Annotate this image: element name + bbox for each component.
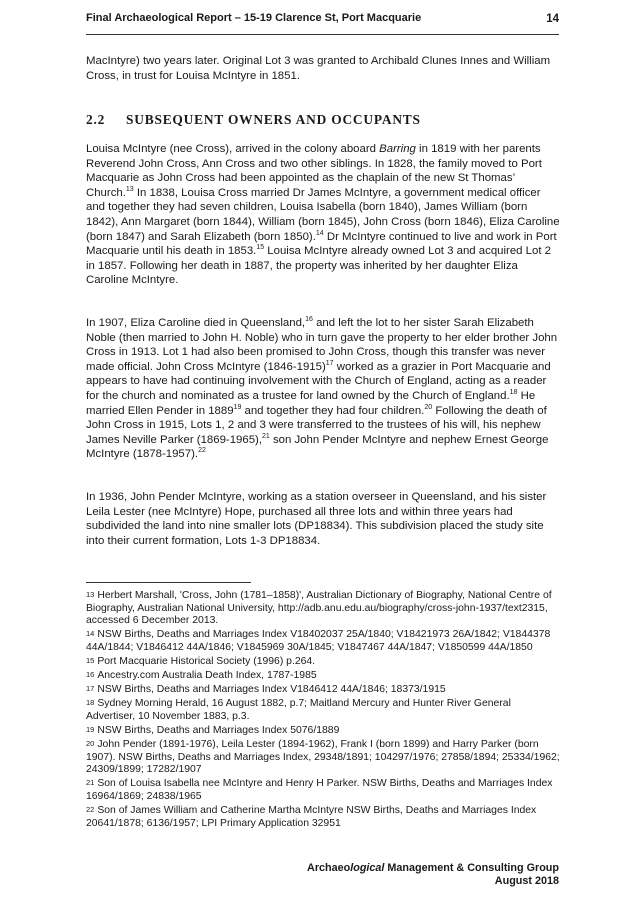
text-run: Louisa McIntyre already owned Lot 3 and acquired Lot 2 in 1857. Following her death in 1887, the property was inherited by her daughter Eliza Caroline McIntyre. bbox=[86, 245, 551, 287]
text-run: son John Pender McIntyre and nephew Ernest George McIntyre (1878-1957). bbox=[86, 433, 549, 461]
footnote-text: Son of Louisa Isabella nee McIntyre and Henry H Parker. NSW Births, Deaths and Marriages Index 16964/1869; 24838/1965 bbox=[86, 778, 553, 802]
text-run: He married Ellen Pender in 1889 bbox=[86, 389, 536, 417]
footnote-ref[interactable]: 16 bbox=[305, 316, 313, 324]
footnote-number: 15 bbox=[86, 655, 95, 665]
footnote-text: Port Macquarie Historical Society (1996) p.264. bbox=[97, 655, 316, 667]
footnote-number: 22 bbox=[86, 805, 95, 814]
paragraph-text: In 1936, John Pender McIntyre, working as a station overseer in Queensland, and his sister Leila Lester (nee McIntyre) Hope, purchased all three lots and within three years had subdivided the land into nine smaller lots (DP18834). This subdivision placed the study site into their current formation, Lots 1-3 DP18834. bbox=[86, 491, 547, 547]
report-date: August 2018 bbox=[494, 875, 559, 887]
footnote-text: John Pender (1891-1976), Leila Lester (1894-1962), Frank I (born 1899) and Harry Parker (born 1907). NSW Births, Deaths and Marriages Index, 29348/1891; 104297/1976; 27858/1894; 25334/1962; 24309/1899; 17282/1907 bbox=[86, 739, 560, 776]
paragraph-eliza bbox=[86, 316, 560, 462]
footnote-text: Herbert Marshall, 'Cross, John (1781–1858)', Australian Dictionary of Biography, National Centre of Biography, Australian National University, http://adb.anu.edu.au/biography/cross-john-1937/text2315, accessed 6 December 2013. bbox=[86, 590, 552, 627]
footnote bbox=[86, 684, 560, 697]
footnote-text: NSW Births, Deaths and Marriages Index 5076/1889 bbox=[97, 724, 340, 736]
ship-name: Barring bbox=[379, 143, 416, 155]
text-run: In 1907, Eliza Caroline died in Queensland, bbox=[86, 317, 306, 329]
text-run: Louisa McIntyre (nee Cross), arrived in the colony aboard bbox=[86, 143, 380, 155]
footnote-ref[interactable]: 21 bbox=[262, 432, 270, 440]
footnote-ref[interactable]: 20 bbox=[424, 403, 433, 411]
page-footer bbox=[307, 862, 559, 888]
footnote bbox=[86, 725, 560, 738]
footnote bbox=[86, 778, 560, 803]
text-run: Management & Consulting Group bbox=[384, 862, 559, 874]
text-run: in 1819 with her parents Reverend John Cross, Ann Cross and two other siblings. In 1828, the family moved to Port Macquarie as John Cross had been appointed as the chaplain of the new St Thomas’ Church. bbox=[86, 143, 542, 199]
footnote-text: NSW Births, Deaths and Marriages Index V1846412 44A/1846; 18373/1915 bbox=[97, 684, 446, 696]
footnote-number: 18 bbox=[86, 698, 95, 708]
footnote-number: 14 bbox=[86, 629, 95, 639]
footnote-number: 13 bbox=[86, 590, 95, 599]
paragraph-text: MacIntyre) two years later. Original Lot 3 was granted to Archibald Clunes Innes and William Cross, in trust for Louisa McIntyre in 1851. bbox=[86, 55, 551, 82]
footnote-number: 19 bbox=[86, 724, 95, 734]
report-title: Final Archaeological Report – 15-19 Clarence St, Port Macquarie bbox=[86, 12, 422, 24]
footnote-number: 21 bbox=[86, 778, 95, 788]
text-run: and together they had four children. bbox=[241, 404, 425, 417]
section-number: 2.2 bbox=[86, 112, 106, 127]
footnote-divider bbox=[86, 582, 251, 583]
footnote bbox=[86, 805, 560, 830]
footnote-ref[interactable]: 14 bbox=[315, 229, 324, 237]
footnote-number: 16 bbox=[86, 670, 95, 680]
footnote-text: Sydney Morning Herald, 16 August 1882, p.7; Maitland Mercury and Hunter River General Advertiser, 10 November 1883, p.3. bbox=[86, 698, 511, 722]
page-header bbox=[86, 12, 559, 35]
text-run: worked as a grazier in Port Macquarie and appears to have had continuing involvement with the Church of England, acting as a reader for the church and nominated as a trustee for land owned by the Church of England. bbox=[86, 360, 551, 402]
intro-paragraph bbox=[86, 54, 560, 83]
footnote-ref[interactable]: 19 bbox=[233, 403, 242, 411]
text-run: Following the death of John Cross in 1915, Lots 1, 2 and 3 were transferred to the trustees of his will, his nephew James Neville Parker (1869-1965), bbox=[86, 404, 547, 446]
footnote bbox=[86, 590, 560, 628]
footnote bbox=[86, 629, 560, 654]
footnote-ref[interactable]: 13 bbox=[125, 185, 134, 193]
footnote-ref[interactable]: 18 bbox=[509, 389, 518, 397]
footnote-number: 20 bbox=[86, 739, 95, 749]
section-title: SUBSEQUENT OWNERS AND OCCUPANTS bbox=[126, 112, 421, 127]
text-run: logical bbox=[350, 862, 385, 874]
footnote-ref[interactable]: 15 bbox=[256, 244, 265, 252]
text-run: Archaeo bbox=[307, 862, 351, 874]
footnote-text: Son of James William and Catherine Martha McIntyre NSW Births, Deaths and Marriages Index 20641/1878; 6136/1957; LPI Primary Application 32951 bbox=[86, 805, 537, 829]
footnote-ref[interactable]: 17 bbox=[325, 359, 334, 367]
footnote bbox=[86, 656, 560, 669]
paragraph-louisa bbox=[86, 142, 560, 288]
footnotes bbox=[86, 590, 560, 832]
footnote bbox=[86, 739, 560, 777]
footnote-text: Ancestry.com Australia Death Index, 1787-1985 bbox=[97, 670, 317, 682]
section-heading bbox=[86, 112, 421, 128]
footnote-number: 17 bbox=[86, 684, 95, 694]
footnote-ref[interactable]: 22 bbox=[198, 447, 206, 455]
text-run: In 1838, Louisa Cross married Dr James McIntyre, a government medical officer and together they had seven children, Louisa Isabella (born 1840), James William (born 1842), Ann Margaret (born 1844), William (born 1845), John Cross (born 1846), Eliza Caroline (born 1847) and Sarah Elizabeth (born 1850). bbox=[86, 186, 560, 243]
text-run: and left the lot to her sister Sarah Elizabeth Noble (then married to John H. Noble) who in turn gave the property to her elder brother John Cross in 1913. Lot 1 had also been promised to John Cross, though this transfer was never made official. John Cross McIntyre (1846-1915) bbox=[86, 317, 558, 373]
footnote bbox=[86, 698, 560, 723]
organisation-name bbox=[307, 862, 559, 875]
footnote bbox=[86, 670, 560, 683]
text-run: Dr McIntyre continued to live and work in Port Macquarie until his death in 1853. bbox=[86, 230, 557, 258]
page-number: 14 bbox=[546, 13, 559, 25]
paragraph-subdivision bbox=[86, 490, 560, 548]
footnote-text: NSW Births, Deaths and Marriages Index V18402037 25A/1840; V18421973 26A/1842; V1844378 44A/1844; V1846412 44A/1846; V1845969 30A/1845; V1847467 44A/1847; V1850599 44A/1850 bbox=[86, 629, 551, 653]
